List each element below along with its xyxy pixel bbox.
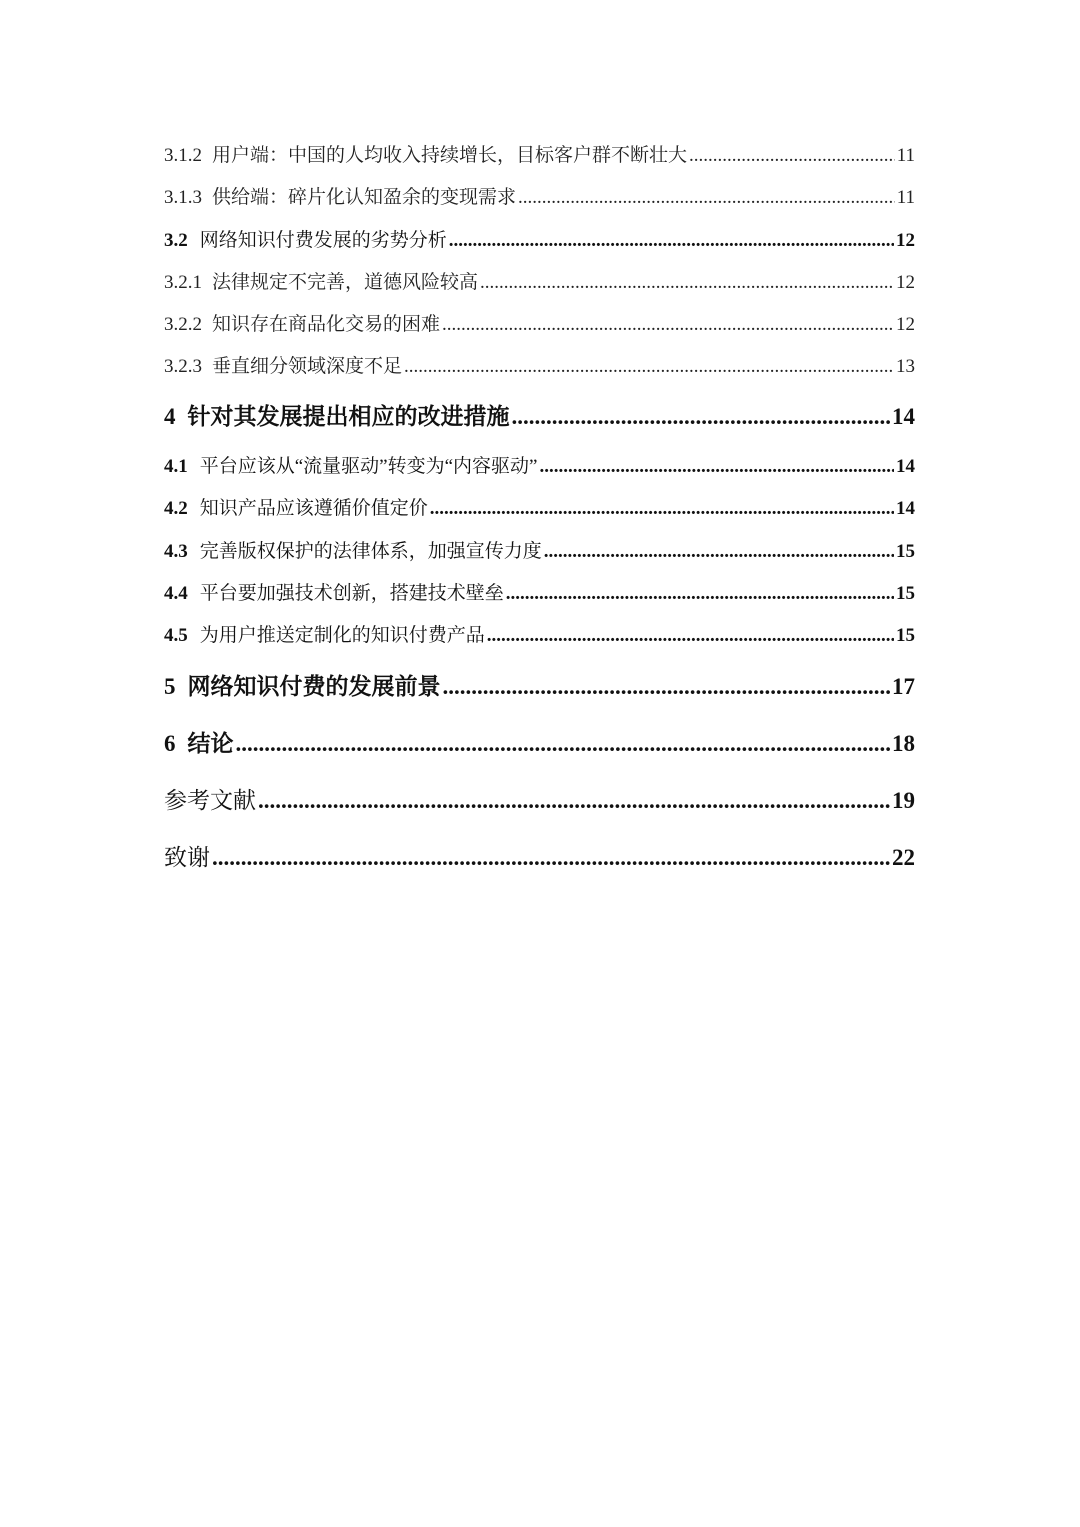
toc-entry-3-2-3[interactable] bbox=[164, 351, 915, 378]
toc-entry-4-4[interactable] bbox=[164, 578, 915, 605]
toc-entry-title: 完善版权保护的法律体系，加强宣传力度 bbox=[199, 541, 542, 562]
toc-dot-leader bbox=[449, 230, 894, 252]
toc-entry-title: 为用户推送定制化的知识付费产品 bbox=[199, 625, 485, 646]
toc-entry-3-2-2[interactable] bbox=[164, 309, 915, 336]
toc-entry-number: 4.5 bbox=[164, 625, 188, 646]
toc-entry-title: 针对其发展提出相应的改进措施 bbox=[187, 404, 510, 429]
toc-entry-number: 6 bbox=[164, 731, 176, 756]
toc-dot-leader bbox=[442, 314, 894, 336]
toc-entry-number: 4.4 bbox=[164, 583, 188, 604]
toc-entry-references[interactable] bbox=[164, 782, 915, 815]
toc-entry-number: 4.1 bbox=[164, 456, 188, 477]
toc-entry-page: 14 bbox=[896, 498, 915, 519]
toc-entry-acknowledgements[interactable] bbox=[164, 839, 915, 872]
toc-entry-page: 11 bbox=[896, 145, 915, 166]
toc-dot-leader bbox=[544, 541, 894, 563]
toc-entry-title: 知识产品应该遵循价值定价 bbox=[199, 498, 428, 519]
toc-entry-page: 15 bbox=[896, 541, 915, 562]
toc-entry-number: 5 bbox=[164, 674, 176, 699]
toc-dot-leader bbox=[212, 845, 890, 871]
toc-entry-title: 垂直细分领域深度不足 bbox=[212, 356, 403, 377]
toc-entry-number: 3.1.3 bbox=[164, 187, 202, 208]
toc-entry-page: 15 bbox=[896, 625, 915, 646]
toc-entry-4[interactable] bbox=[164, 398, 915, 431]
toc-dot-leader bbox=[443, 674, 891, 700]
toc-entry-3-1-3[interactable] bbox=[164, 182, 915, 209]
toc-entry-page: 19 bbox=[892, 788, 915, 813]
toc-entry-page: 18 bbox=[892, 731, 915, 756]
toc-entry-number: 3.2.2 bbox=[164, 314, 202, 335]
toc-entry-4-5[interactable] bbox=[164, 620, 915, 647]
toc-entry-3-2[interactable] bbox=[164, 225, 915, 252]
toc-entry-title: 结论 bbox=[187, 731, 234, 756]
toc-dot-leader bbox=[487, 625, 894, 647]
toc-dot-leader bbox=[480, 272, 894, 294]
toc-entry-4-1[interactable] bbox=[164, 451, 915, 478]
toc-dot-leader bbox=[539, 456, 894, 478]
toc-entry-number: 3.1.2 bbox=[164, 145, 202, 166]
toc-entry-4-3[interactable] bbox=[164, 536, 915, 563]
toc-entry-page: 22 bbox=[892, 845, 915, 870]
toc-entry-number: 3.2 bbox=[164, 230, 188, 251]
toc-dot-leader bbox=[430, 498, 894, 520]
toc-entry-4-2[interactable] bbox=[164, 493, 915, 520]
toc-entry-title: 平台应该从“流量驱动”转变为“内容驱动” bbox=[199, 456, 538, 477]
toc-dot-leader bbox=[689, 145, 895, 167]
toc-entry-3-1-2[interactable] bbox=[164, 140, 915, 167]
toc-entry-number: 3.2.3 bbox=[164, 356, 202, 377]
toc-entry-page: 12 bbox=[896, 230, 915, 251]
toc-entry-6[interactable] bbox=[164, 725, 915, 758]
toc-dot-leader bbox=[518, 187, 895, 209]
toc-entry-title: 供给端：碎片化认知盈余的变现需求 bbox=[212, 187, 517, 208]
toc-entry-title: 致谢 bbox=[164, 845, 210, 870]
toc-entry-page: 12 bbox=[896, 314, 915, 335]
toc-entry-title: 平台要加强技术创新，搭建技术壁垒 bbox=[199, 583, 504, 604]
toc-entry-page: 17 bbox=[892, 674, 915, 699]
toc-entry-number: 4.2 bbox=[164, 498, 188, 519]
toc-entry-page: 15 bbox=[896, 583, 915, 604]
toc-dot-leader bbox=[512, 404, 891, 430]
toc-entry-number: 3.2.1 bbox=[164, 272, 202, 293]
toc-entry-page: 12 bbox=[896, 272, 915, 293]
toc-entry-title: 网络知识付费发展的劣势分析 bbox=[199, 230, 447, 251]
toc-entry-title: 网络知识付费的发展前景 bbox=[187, 674, 441, 699]
toc-entry-3-2-1[interactable] bbox=[164, 267, 915, 294]
toc-dot-leader bbox=[236, 731, 891, 757]
toc-entry-5[interactable] bbox=[164, 668, 915, 701]
toc-entry-number: 4 bbox=[164, 404, 176, 429]
toc-dot-leader bbox=[404, 356, 894, 378]
toc-entry-number: 4.3 bbox=[164, 541, 188, 562]
toc-entry-page: 14 bbox=[892, 404, 915, 429]
toc-entry-page: 11 bbox=[896, 187, 915, 208]
toc-entry-title: 参考文献 bbox=[164, 788, 256, 813]
toc-entry-page: 13 bbox=[896, 356, 915, 377]
toc-entry-title: 用户端：中国的人均收入持续增长，目标客户群不断壮大 bbox=[212, 145, 688, 166]
toc-entry-title: 法律规定不完善，道德风险较高 bbox=[212, 272, 479, 293]
toc-dot-leader bbox=[258, 788, 890, 814]
toc-entry-page: 14 bbox=[896, 456, 915, 477]
toc-entry-title: 知识存在商品化交易的困难 bbox=[212, 314, 441, 335]
toc-dot-leader bbox=[506, 583, 894, 605]
